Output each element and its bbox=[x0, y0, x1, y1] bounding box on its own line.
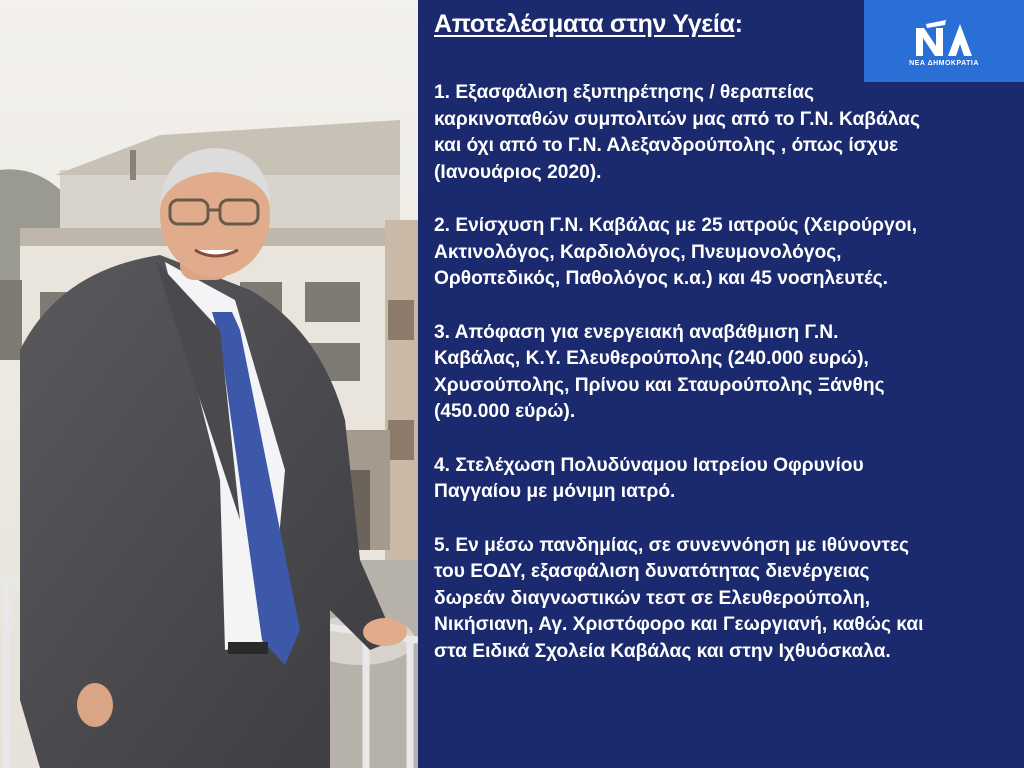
party-logo bbox=[864, 0, 1024, 82]
list-item bbox=[434, 80, 1024, 186]
page-title-text: Αποτελέσματα στην Υγεία bbox=[434, 10, 735, 38]
list-item-line: (Ιανουάριος 2020). bbox=[434, 161, 602, 183]
list-item-line: (450.000 εύρώ). bbox=[434, 401, 576, 422]
page-title bbox=[434, 10, 743, 39]
list-item-line: Καβάλας, Κ.Υ. Ελευθερούπολης (240.000 ευρώ), bbox=[434, 348, 869, 369]
portrait-photo bbox=[0, 0, 418, 768]
logo-caption: ΝΕΑ ΔΗΜΟΚΡΑΤΙΑ bbox=[909, 60, 979, 67]
list-item-line: Χρυσούπολης, Πρίνου και Σταυρούπολης Ξάνθης bbox=[434, 374, 885, 396]
nd-logo-icon bbox=[912, 18, 976, 58]
list-item-line: 1. Εξασφάλιση εξυπηρέτησης / θεραπείας bbox=[434, 82, 814, 103]
list-item-line: Ακτινολόγος, Καρδιολόγος, Πνευμονολόγος, bbox=[434, 241, 842, 263]
list-item-line: Νικήσιανη, Αγ. Χριστόφορο και Γεωργιανή, καθώς και bbox=[434, 614, 924, 635]
list-item bbox=[434, 453, 1024, 506]
list-item-line: καρκινοπαθών συμπολιτών μας από το Γ.Ν. Καβάλας bbox=[434, 108, 920, 130]
list-item-line: δωρεάν διαγνωστικών τεστ σε Ελευθερούπολη, bbox=[434, 587, 871, 609]
list-item-line: Παγγαίου με μόνιμη ιατρό. bbox=[434, 481, 676, 502]
list-item bbox=[434, 533, 1024, 666]
page-title-colon: : bbox=[734, 10, 743, 38]
list-item-line: Ορθοπεδικός, Παθολόγος κ.α.) και 45 νοσηλευτές. bbox=[434, 268, 888, 289]
list-item-line: 4. Στελέχωση Πολυδύναμου Ιατρείου Οφρυνίου bbox=[434, 454, 864, 476]
list-item-line: στα Ειδικά Σχολεία Καβάλας και στην Ιχθυόσκαλα. bbox=[434, 640, 891, 662]
list-item-line: 5. Εν μέσω πανδημίας, σε συνεννόηση με ιθύνοντες bbox=[434, 534, 910, 556]
portrait-illustration bbox=[0, 0, 418, 768]
list-item bbox=[434, 320, 1024, 426]
text-panel bbox=[418, 0, 1024, 768]
list-item-line: 2. Ενίσχυση Γ.Ν. Καβάλας με 25 ιατρούς (Χειρούργοι, bbox=[434, 215, 918, 236]
list-item-line: του ΕΟΔΥ, εξασφάλιση δυνατότητας διενέργειας bbox=[434, 561, 870, 582]
list-item-line: 3. Απόφαση για ενεργειακή αναβάθμιση Γ.Ν. bbox=[434, 321, 839, 343]
list-item bbox=[434, 213, 1024, 293]
achievements-list bbox=[434, 80, 1024, 692]
list-item-line: και όχι από το Γ.Ν. Αλεξανδρούπολης , όπως ίσχυε bbox=[434, 135, 899, 156]
